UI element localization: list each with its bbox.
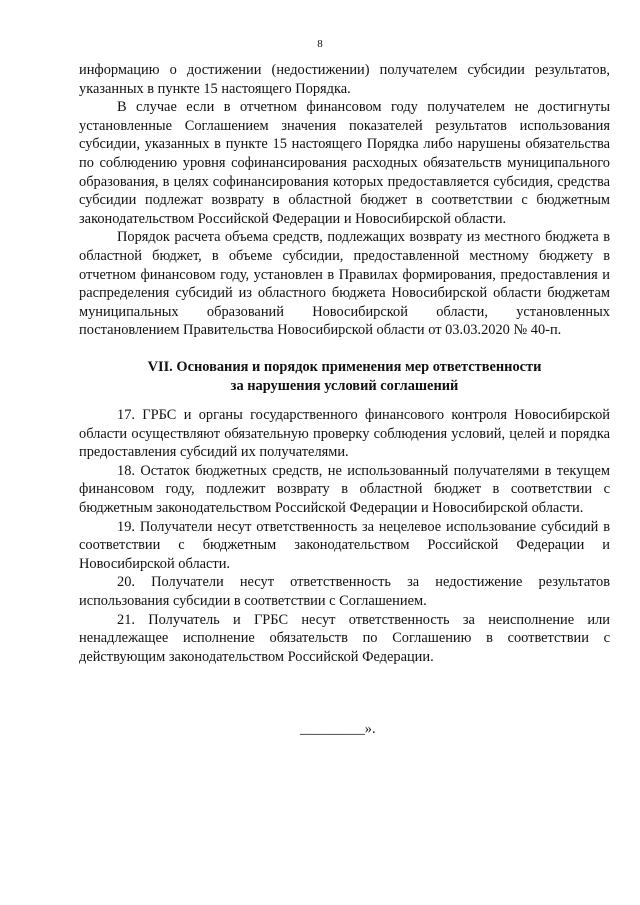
paragraph-item-21: 21. Получатель и ГРБС несут ответственность за неисполнение или ненадлежащее исполнение обязательств по Соглашению в соответствии с действующим законодательством Российской Федерации.	[79, 611, 610, 665]
paragraph-refund-condition: В случае если в отчетном финансовом году получателем не достигнуты установленные Соглашением значения показателей результатов использования субсидии, указанных в пункте 15 настоящего Порядка либо нарушены обязательства по соблюдению уровня софинансирования расходных обязательств муниципального образования, в целях софинансирования которых предоставляется субсидия, средства субсидии подлежат возврату в областной бюджет в соответствии с бюджетным законодательством Российской Федерации и Новосибирской области.	[79, 99, 610, 227]
paragraph-item-20: 20. Получатели несут ответственность за недостижение результатов использования субсидии в соответствии с Соглашением.	[79, 574, 610, 609]
paragraph-item-17: 17. ГРБС и органы государственного финансового контроля Новосибирской области осуществляют обязательную проверку соблюдения условий, целей и порядка предоставления субсидий их получателями.	[79, 407, 610, 461]
paragraph-refund-calculation: Порядок расчета объема средств, подлежащих возврату из местного бюджета в областной бюджет, в объеме субсидии, предоставленной местному бюджету в отчетном финансовом году, установлен в Правилах формирования, предоставления и распределения субсидий из областного бюджета Новосибирской области бюджетам муниципальных образований Новосибирской области, установленных постановлением Правительства Новосибирской области от 03.03.2020 № 40-п.	[79, 229, 610, 339]
text-block-top	[79, 61, 610, 340]
page-number: 8	[317, 38, 323, 50]
section-heading-line-1: VII. Основания и порядок применения мер ответственности	[147, 359, 542, 375]
section-heading-line-2: за нарушения условий соглашений	[230, 377, 459, 394]
closing-mark: _________».	[300, 721, 376, 737]
text-block-bottom	[79, 406, 610, 666]
paragraph-item-19: 19. Получатели несут ответственность за нецелевое использование субсидий в соответствии с бюджетным законодательством Российской Федерации и Новосибирской области.	[79, 518, 610, 572]
section-heading	[79, 358, 610, 395]
paragraph-continuation: информацию о достижении (недостижении) получателем субсидии результатов, указанных в пункте 15 настоящего Порядка.	[79, 62, 610, 97]
paragraph-item-18: 18. Остаток бюджетных средств, не использованный получателями в текущем финансовом году, подлежит возврату в областной бюджет в соответствии с бюджетным законодательством Российской Федерации и Новосибирской области.	[79, 462, 610, 516]
